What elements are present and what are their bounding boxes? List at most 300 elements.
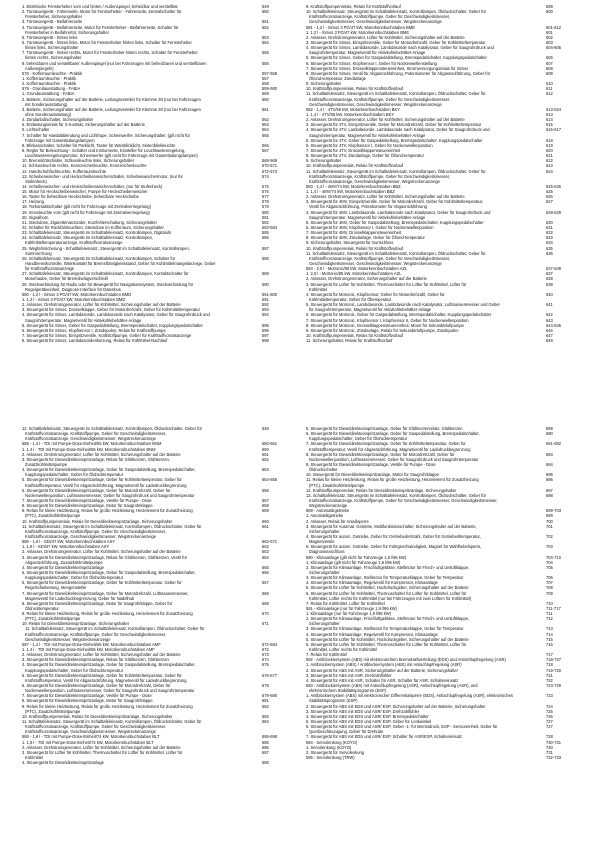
entry-page-number: 613 [546,111,553,117]
entry-page-number: 631 [546,225,553,231]
entry-title: 3. Steuergerät für ABS mit ASR, Drehzahlfühler [306,672,392,678]
entry-page-number: 596 [262,327,269,333]
entry-page-number: 708 [546,585,553,591]
entry-page-number: 635 [546,245,553,251]
entry-title: 595 - Servolenkung (TRW) [306,755,355,760]
entry-title: Kraftstofftemperatur, Ventil für Abgasrückführung, Magnetventil für Ladedruckbegrenzung [25,482,187,488]
top-right-column [306,4,582,343]
entry-page-number: 561 [262,106,269,112]
entry-title: Sicherungshalter [309,528,340,534]
entry-title: 13. Scheibenwischer- und Heckscheibenwischerschalter, Scheibenwischermotor, (nur für [22,173,183,179]
entry-title: 3. Steuergerät für Simos, Drosselklappe, Geber für Motordrehzahl, Geber für Kühlmitteltemperatur [22,307,200,313]
entry-page-number: 732-733 [546,755,562,760]
entry-title: Geschwindigkeitsmesser, Wegstreckenanzeige [25,636,111,642]
entry-title: 1. Servolenkung (KOYO) [306,744,352,750]
entry-page-number: 581 [262,214,269,220]
entry-page-number: 688 [262,760,269,766]
entry-title: 11. Schalttafeleinsatz, Steuergerät im Schalttafeleinsatz, Kontrollampen, Öldruckschalter, Geber für [306,168,486,174]
entry-page-number: 698 [546,492,553,498]
entry-title: 5. Steuergerät für Simos, Geber für Gaspedalstellung, Bremspedalschalter, Kupplungspedalschalter [306,55,487,61]
entry-page-number: 633 [546,235,553,241]
entry-page-number: 606 [546,55,553,61]
entry-title: 18. Türkontaktschalter (gilt nicht für Fahrzeuge mit Zentralverriegelung) [22,204,151,210]
entry-page-number: 601 [546,29,553,35]
entry-title: Kraftstoffvorratsanzeige, Geschwindigkeitsmesser, Wegstreckenanzeige [25,436,156,442]
entry-page-number: 730 [546,744,553,750]
entry-title: 9. Steuergerät für Dieseldirekteinspritzanlage, Ventile für Pumpe - Düse [306,461,436,467]
entry-page-number: 577 [262,194,269,200]
top-index-section [22,4,582,406]
entry-page-number: 578 [262,199,269,205]
entry-title: Kupplungspedalschalter, Geber für Öldrucktemperatur [25,472,124,478]
entry-title: Zusatzkühlmittelpumpe [25,461,68,467]
entry-title: Kraftstofftemperatur, Ventil für Abgasrückführung, Magnetventil für Ladedruckbegrenzung [309,446,471,452]
entry-page-number: 678 [262,683,269,689]
entry-page-number: 676-677 [262,672,278,678]
entry-page-number: 709 [546,590,553,596]
entry-title: Kühlmitteltemperaturanzeige, Kraftstoffvorratsanzeige [25,240,123,246]
entry-page-number: 587 [262,245,269,251]
entry-title: 12. Schalttafeleinsatz, Steuergerät im Schalttafeleinsatz, Kontrollampen, Öldruckschalter, Geber für [22,426,202,431]
entry-title: 6. Steuergerät für Dieseldirekteinspritzanlage, Geber für Kühlmitteltemperatur, Geber für [22,580,182,586]
entry-title: 2. Steuergerät für Klimaanlage, Frischluftgebläse, Stellmotor für Frisch- und Umluftklappe, [306,564,470,570]
entry-title: 21. Steckdose, Zigarettenanzünder, Kurzfehlerschaltung, Sicherungshalter [22,219,157,225]
entry-title: 2. Anlasser, Drehstromgenerator, Lüfter für Kühlmittel, Sicherungshalter auf der Batterie [22,652,181,658]
entry-title: 1. Kofferraumleuchte - Praktik [22,75,77,81]
top-left-column [22,4,298,343]
entry-page-number: 563 [262,122,269,128]
entry-title: 8. Blinkanschalter, Schalter für Parklicht, Taster für Warnblinklicht, Seitenblinkleuchte [22,142,176,148]
entry-title: Kraftstoffvorratsanzeige, Kraftstoffpumpe, Geber für Geschwindigkeitsmesser, [309,255,451,261]
entry-title: 1. 1,4 l - 4TV/55 kW, Motorkennbuchstaben BKY [306,111,395,117]
entry-title: Kraftstoffvorratsanzeige, Geschwindigkeitsmesser, Wegstreckenanzeige [25,533,156,539]
entry-title: 3. Steuergerät für Dieseldirekteinspritzanlage, Relais für Glühkerzen, Glühkerzen, Ventil für [22,554,187,560]
entry-title: elektronischem Stabilitätsprogramm (ESP) [309,688,387,694]
entry-page-number: 591 [262,297,269,303]
entry-title: 591 - Klimaanlage (nur für Fahrzeuge 1,9 l/96 kW) [306,605,398,611]
entry-title: Stufenheck) [25,178,47,184]
entry-title: 1. Elektrische Fensterheber vorn und hinten / Außenspiegel, beheizbar und verstellbar [22,4,178,9]
entry-title: 589 - Automatikgetriebe [306,508,350,514]
entry-page-number: 660 [262,518,269,524]
entry-title: 3. Batterie, Sicherungshalter auf der Batterie, Leitungsverteiler für Klemme 30 (nur bei Fahrzeugen [22,106,201,112]
entry-page-number: 668 [262,590,269,596]
entry-title: 12. Handschuhfachleuchte, Kofferraumleuchte [22,168,107,174]
entry-title: Kühlmittel [25,755,43,760]
entry-page-number: 717 [546,652,553,658]
entry-title: 9. Relais für kleine Heizleistung, Relais für große Heizleistung, Heizelement für Zusatzheizung [22,611,193,617]
entry-title: 5. Steuergerät für autom. Getriebe, Geber für Fahrgeschwindigkeit, Magnet für Wählhebelsperre, [306,544,482,550]
entry-page-number: 659 [262,508,269,514]
entry-title: 10. Kraftstoffpumpenrelais, Relais für Kraftstoffvorlauf [306,86,404,92]
entry-title: 1. Antiblockiersystem (ABS) / Antiblockiersystem (ABS) mit Antischlupfregelung (ASR) [306,662,462,668]
entry-page-number: 679-680 [262,693,278,699]
entry-page-number: 611 [546,86,553,92]
entry-title: 9. Regler für Beleuchtung - Schalter und Instrumente, Einsteller für Leuchtweitenregelung, [22,147,186,153]
entry-title: Kraftstoffvorratsanzeige, Kraftstoffpumpe, Geber für Geschwindigkeitsmesser, [309,96,451,102]
entry-title: Geschwindigkeitsmesser, Geschwindigkeitsmesser, Wegstreckenanzeige [309,19,442,25]
entry-page-number: 630 [546,219,553,225]
entry-title: 6. Lichtschalter [22,127,50,133]
entry-title: Kraftstoffvorratsanzeige, Geschwindigkeitsmesser, Wegstreckenanzeige [25,729,156,735]
entry-title: 7. Schalter für Handabblendung und Lichthupe, Scheinwerfer, Sicherungshalter, (gilt nicht für [22,132,190,138]
entry-page-number: 719-720 [546,667,562,673]
entry-page-number: 670 [262,611,269,617]
entry-title: Sicherungshalter [309,569,340,575]
entry-page-number: 597 [262,333,269,338]
entry-title: 6. Steuergerät für Dieseldirekteinspritzanlage, Geber für Gaspedalstellung, Bremspedalschalter, [306,431,480,437]
entry-page-number: 728 [546,734,553,740]
entry-page-number: 650 [262,446,269,452]
entry-title: 7. Steuergerät für 4TV, Drosselklappensteuereinheit [306,147,401,153]
entry-title: 22. Schalter für Rückfahrleuchten, Steckdose im Kofferraum, Sicherungshalter [22,225,164,231]
entry-title: 17. Heizung [22,199,44,205]
entry-title: Magnetventile [309,539,335,545]
entry-page-number: 681 [262,698,269,704]
entry-page-number: 722 [546,677,553,683]
entry-page-number: 612 [546,91,553,97]
entry-title: 3. Steuergerät für Dieseldirekteinspritzanlage, Relais für Glühkerzen, Glühkerzen [22,657,169,663]
entry-title: 4. Steuergerät für Motronic, Klopfsensor, Geber für Motordrehzahl, Geber für [306,291,445,297]
entry-page-number: 643 [546,317,553,323]
entry-title: 1. 1,9 l - TDI mit Pumpe-Düse-Einheit/74 kW, Motorkennbuchstaben BLT [22,739,154,745]
entry-page-number: 600 [546,9,553,15]
entry-page-number: 625 [546,189,553,195]
entry-title: 11. Schalttafeleinsatz, Steuergerät im Schalttafeleinsatz, Kontrollampen, Öldruckschalter, Geber für [22,523,202,529]
entry-title: 11. Schalttafeleinsatz, Steuergerät im Schalttafeleinsatz, Kontrollampen, Öldruckschalter, Geber für [306,250,486,256]
entry-title: 5. Türsteuergerät - hinten links [22,34,78,40]
entry-page-number: 693 [546,451,553,457]
entry-title: 8. Steuergerät für Motronic, Drosselklappensteuereinheit, Motor für Sekundärluftpumpe [306,322,464,328]
entry-title: Summer/Gong [25,250,52,256]
entry-title: Kraftstoffvorratsanzeige, Kraftstoffpumpe, Geber für Geschwindigkeitsmesser, [25,431,167,437]
entry-page-number: 652 [262,456,269,462]
entry-title: 16. Taster für beheizbare Heckscheibe, beheizbare Heckscheibe [22,194,139,200]
entry-page-number: 699 [546,513,553,519]
entry-page-number: 556 [262,60,269,66]
entry-title: 584 - 2,0 l - Motronic/85 kW, Motorkennbuchstaben AZL [306,266,408,272]
entry-page-number: 695 [546,472,553,478]
entry-page-number: 593 [262,307,269,313]
entry-page-number: 673 [262,652,269,658]
entry-title: 3. Steuergerät für 4MV, Einspritzventile, Geber für Motordrehzahl, Geber für Kühlmitteltemperatur, [306,199,484,205]
entry-page-number: 574 [262,173,269,179]
entry-page-number: 572-573 [262,168,278,174]
entry-page-number: 604-605 [546,45,562,51]
entry-title: 28. Steckverbindung für Radio oder für Bewegerät für Navigationssystem, Steckverbindung für [22,281,194,287]
entry-title: 7. Steuergerät für Dieseldirekteinspritzanlage, Geber für Kühlmitteltemperatur, Geber für [306,441,466,447]
entry-page-number: 705 [546,564,553,570]
index-entry [22,760,298,765]
entry-title: Kühlmittel [309,286,327,292]
entry-page-number: 637 [546,271,553,277]
entry-page-number: 726 [546,713,553,719]
entry-title: Geschwindigkeitsmesser, Geschwindigkeitsmesser, Wegstreckenanzeige [309,101,442,107]
entry-title: 6. Steuergerät für Simos, Klopfsensor I, Zündspulen, Relais für Kraftstoffpumpe [22,327,166,333]
entry-title: 582 - 1,4 l - 4TV/55 kW, Motorkennbuchstaben BKY [306,106,400,112]
entry-title: 1. Grundausstattung - FABIA [22,91,75,97]
entry-page-number: 579 [262,204,269,210]
entry-page-number: 562 [262,117,269,123]
entry-title: 2. Steuergerät für Klimaanlage, Frischluftgebläse, Stellmotor für Frisch- und Umluftklappe, [306,616,470,622]
entry-title: 3. Steuergerät für Lüfter für Kühlmittel, Thermoschalter für Lüfter für Kühlmittel, Lüfter für [22,749,183,755]
entry-page-number: 554 [262,39,269,45]
entry-title: Wegstreckenanzeige [309,503,348,509]
entry-page-number: 585 [262,230,269,236]
entry-page-number: 665 [262,564,269,570]
entry-title: 6. Steuergerät für Dieseldirekteinspritzanlage, Geber für Motordrehzahl, Geber für [22,487,171,493]
entry-title: 2. Anlasser, Relais für Anlaßsperre [306,518,369,524]
entry-page-number: 575 [262,183,269,189]
entry-title: 594 - Servolenkung (KOYO) [306,739,358,745]
entry-title: 5. Steuergerät für Lüfter für Kühlmittel, Hochdruckgeber, Sicherungshalter auf der Batterie [306,585,469,591]
entry-title: 11. Schalttafeleinsatz, Steuergerät im Schalttafeleinsatz, Kontrollampen, Öldruckschalter, Geber für [306,91,486,97]
entry-title: 586 - 1,9 l - SDI/47 kW, Motorkennbuchstaben ASY [22,539,116,545]
entry-title: 3. Steuergerät für Klimaanlage, Stellmotor für Temperaturklappe, Geber für Temperatur [306,626,464,632]
entry-title: 14. Scheibenwischer- und Heckscheibenwischerschalter, (nur für Stufenheck) [22,183,163,189]
entry-title: Saugrohrtemperatur, Magnetventil für Aktivkohlebehälter-Anlage [25,317,142,323]
entry-page-number: 711-717 [546,605,561,611]
entry-page-number: 648 [546,338,553,344]
entry-page-number: 610 [546,81,553,87]
entry-title: 2. Anlasser, Drehstromgenerator, Lüfter für Kühlmittel, Sicherungshalter auf der Batterie [306,117,465,123]
entry-title: Diagnoseanschluss [309,549,345,555]
entry-title: 23. Schalttafeleinsatz, Steuergerät im Schalttafeleinsatz, Kontrollampen, Digitaluhr [22,230,172,236]
entry-page-number: 621 [546,153,553,159]
entry-page-number: 559 [262,91,269,97]
entry-title: 6. Steuergerät für 4MV, Klopfsensor I, Geber für Nockenwellenposition [306,225,434,231]
entry-title: 1. 1,2 l - Simos 3 PG/47 kW, Motorkennbuchstaben BMD [22,297,126,303]
entry-page-number: 623 [546,163,553,169]
entry-page-number: 592 [262,302,269,308]
entry-page-number: 704-710 [546,554,562,560]
entry-page-number: 636 [546,250,553,256]
entry-title: 7. Steuergerät für Motronic, Klopfsensor I, Klopfsensor II, Geber für Nockenwellenposition [306,317,469,323]
entry-title: 7. Steuergerät für ABS mit EDS und ASR/ ESP, Schalter für ASR/ESP, Schaltereinsatz [306,734,462,740]
entry-title: (PTC), Zusatzkühlmittelpumpe [309,482,365,488]
entry-page-number: 657 [262,497,269,503]
entry-title: 8. Steuergerät für Dieseldirekteinspritzanlage, Motor für Saugrohrklappe [22,503,153,509]
entry-title: 9. Sicherungshalter, Steuergerät für Gurtschloss [306,240,394,246]
entry-title: 583 - 1,4 l - 4MV/74 kW, Motorkennbuchstaben BBZ [306,183,401,189]
entry-title: Öldrucktemperatur [25,605,59,611]
entry-page-number: 550 [262,9,269,15]
entry-page-number: 682 [262,703,269,709]
entry-title: 4. Steuergerät für autom. Getriebe, Geber für Getriebedrehzahl, Geber für Getriebeöltemperatur, [306,533,481,539]
entry-title: Motorhaube, Geber für Bremsbelagverschleiß [25,276,109,282]
entry-page-number: 727 [546,719,553,725]
entry-page-number: 702 [546,533,553,539]
entry-title: 1. 1,4 l - 4MV/74 kW, Motorkennbuchstaben BBZ [306,189,395,195]
entry-title: 6. Steuergerät für Simos, Klopfsensor I, Geber für Nockenwellenstellung [306,60,437,66]
entry-title: 3. Steuergerät für Dieseldirekteinspritzanlage, Relais für Glühkerzen, Glühkerzen, [22,456,170,462]
entry-page-number: 658 [262,503,269,509]
entry-page-number: 620 [546,147,553,153]
entry-page-number: 624 [546,168,553,174]
entry-page-number: 672-684 [262,641,278,647]
entry-page-number: 638 [546,276,553,282]
entry-title: 4. Zündanlaßschalter, Sicherungshalter [22,117,94,123]
entry-title: 580 - 1,2 l - Simos 3 PG/47 kW, Motorkennbuchstaben BMD [22,291,132,297]
entry-title: Querbeschleunigung, Geber für Drehrate [309,729,384,735]
entry-title: 2. Steuergerät für ABS mit EDS und ASR/ ESP, Sicherungshalter auf der Batterie, Sicherungshalter [306,703,486,709]
entry-page-number: 691-692 [546,441,562,447]
entry-page-number: 725 [546,708,553,714]
entry-page-number: 703 [546,544,553,550]
entry-title: 10. Kraftstoffpumpenrelais, Relais für Kraftstoffvorlauf [306,333,404,338]
entry-page-number: 625-636 [546,183,562,189]
entry-page-number: 713 [546,626,553,632]
entry-title: 3. Steuergerät für ABS mit EDS und ASR/ ESP, Drehzahlfühler [306,708,420,714]
index-entry [22,338,298,343]
entry-title: 19. Innenleuchte vorn (gilt nicht für Fahrzeuge mit Zentralverriegelung) [22,209,150,215]
entry-page-number: 619 [546,142,553,148]
entry-page-number: 634 [546,240,553,246]
entry-title: Kühlmittel, Lüfter rechts für Kühlmittel (nur bei Fahrzeugen mit zwei Lüftern für Kühlmittel) [309,595,472,601]
entry-title: 8. beheizbarer und verstellbarer Außenspiegel (nur bei Fahrzeugen mit beheizbaren und verstellbaren [22,60,207,66]
entry-page-number: 727 [546,724,553,730]
entry-page-number: 701 [546,523,553,529]
entry-page-number: 730-731 [546,739,562,745]
entry-page-number: 595 [262,322,269,328]
entry-page-number: 566 [262,142,269,148]
entry-title: 4. Steuergerät für Klimaanlage, Regelventil für Kompressor, Klimaanlage [306,631,438,637]
entry-title: 592 - Antiblockiersystem (ABS) mit elektronischem Bremskraftverteilung (EDS) und Antischlupfregelung (ASR) [306,657,506,663]
entry-page-number: 653 [262,467,269,473]
entry-title: Kraftstoffvorratsanzeige, Kraftstoffpumpe, Geber für Geschwindigkeitsmesser, [25,528,167,534]
entry-title: 4. Steuergerät für ABS mit EDS und ASR/ ESP, Bremspedalschalter [306,713,429,719]
entry-page-number: 694 [546,461,553,467]
entry-title: Handbremskontrolle, Warnkontakt für Bremsflüssigkeitsstand, Geber für Kühlmittelmangelanzeige, Geber [25,261,216,267]
bottom-index-section [22,426,582,828]
entry-page-number: 580 [262,209,269,215]
entry-title: mit Sonderausstattung) [25,101,68,107]
entry-page-number: 672 [262,647,269,653]
entry-title: Fahrzeuge mit Gasentladungslampen) [25,137,95,143]
entry-title: 2. Anlasser, Drehstromgenerator, Lüfter für Kühlmittel, Sicherungshalter auf der Batterie [22,451,181,457]
entry-title: 8. Steuergerät für Dieseldirekteinspritzanlage, Motor für Saugrohrklappe, Geber für [22,600,173,606]
entry-title: 10. Steuergerät für Dieseldirekteinspritzanlage, Motor für Saugrohrklappe [306,472,439,478]
entry-page-number: 560 [262,96,269,102]
entry-page-number: 552 [262,24,269,30]
entry-title: 5. Steuergerät für 4TV, Geber für Gaspedalstellung, Bremspedalschalter, Kupplungspedalschalter [306,137,483,143]
entry-title: (PTC), Zusatzkühlmittelpumpe [25,708,81,714]
entry-page-number: 639 [546,281,553,287]
entry-title: Kraftstofftemperatur, Ventil für Abgasrückführung, Magnetventil für Ladedruckbegrenzung [25,677,187,683]
entry-page-number: 557-558 [262,70,278,76]
entry-title: Außenspiegeln) [25,65,54,71]
entry-page-number: 666 [262,569,269,575]
entry-title: 3. Steuergerät für Automat. Getriebe, Multifunktionsschalter, Sicherungshalter auf der Batterie, [306,523,477,529]
entry-page-number: 603 [546,39,553,45]
entry-page-number: 627 [546,199,553,205]
entry-page-number: 723-729 [546,683,562,689]
entry-page-number: 622 [546,158,553,164]
entry-title: 11. Sicherungshalter, Relais für Kraftstoffvorlauf [306,338,393,344]
entry-page-number: 711 [546,611,553,617]
entry-page-number: 700 [546,518,553,524]
entry-page-number: 553 [262,34,269,40]
entry-page-number: 613-624 [546,106,562,112]
entry-title: Nockenwellenposition, Luftmassenmesser, Geber für Saugrohrdruck und Saugrohrtemperatur [25,688,195,694]
entry-title: 27. Schalttafeleinsatz, Steuergerät im Schalttafeleinsatz, Kontrollampen, Kontaktschalter für [22,271,189,277]
entry-title: 4. Steuergerät für Dieseldirekteinspritzanlage, Geber für Gaspedalstellung, Bremspedalschalter, [22,662,196,668]
entry-title: Kühlmittel, Lüfter rechts für Kühlmittel [309,647,378,653]
entry-title: Sicherungshalter [309,621,340,627]
entry-title: Kraftstoffvorratsanzeige, Kraftstoffpumpe, Geber für Geschwindigkeitsmesser, [25,724,167,730]
entry-page-number: 576 [262,189,269,195]
entry-title: Nockenwellenposition, Luftmassenmesser, Geber für Saugrohrdruck und Saugrohrtemperatur [25,492,195,498]
entry-page-number: 663 [262,549,269,555]
entry-page-number: 642 [546,312,553,318]
entry-title: 2. Anlasser, Drehstromgenerator, Lüfter für Kühlmittel, Sicherungshalter auf der Batterie [306,194,465,200]
entry-title: 4. Steuergerät für Dieseldirekteinspritzanlage [22,564,104,570]
entry-title: 7. Steuergerät für Dieseldirekteinspritzanlage, Ventile für Pumpe - Düse [22,693,152,699]
entry-page-number: 614 [546,117,553,123]
entry-title: 588 - 1,9 l - TDI mit Pumpe-Düse-Einheit/74 kW, Motorkennbuchstaben BLT [22,734,160,740]
entry-page-number: 669 [262,600,269,606]
entry-title: 2. Steuergerät für ABS mit ASR, Sicherungshalter auf der Batterie, Sicherungshalter [306,667,459,673]
entry-page-number: 590 [262,281,269,287]
entry-page-number: 586 [262,235,269,241]
entry-title: 581 - 1,2 l - Simos 3 PG/47 kW, Motorkennbuchstaben BME [306,24,415,30]
entry-title: 6. Steuergerät für ABS mit EDS und ASR/ ESP, Geber -1- für Bremsdruck, ESP - Sensoreinheit, Geber für [306,724,498,730]
entry-title: 10. Schalttafeleinsatz, Steuergerät im Schalttafeleinsatz, Kontrollampen, Öldruckschalter, Geber für [306,9,486,15]
entry-title: 7. Steuergerät für Dieseldirekteinspritzanlage, Ventile für Pumpe - Düse [22,497,152,503]
entry-title: hinten rechts, Sicherungshalter [25,55,82,61]
entry-title: 6. Steuergerät für Lüfter für Kühlmittel, Thermoschalter für Lüfter für Kühlmittel, Lüfter für [306,641,467,647]
entry-title: 2. Steuergerät für Servolenkung [306,749,365,755]
entry-page-number: 641 [546,302,553,308]
entry-page-number: 583-584 [262,225,278,231]
entry-title: Fensterheber, Sicherungshalter [25,14,83,20]
entry-title: 11. Schalttafeleinsatz, Steuergerät im Schalttafeleinsatz, Kontrollampen, Öldruckschalter, Geber für [22,719,202,725]
entry-title: 4. Steuergerät für Simos, Lambdasonde, Lambdasonde nach Katalysator, Geber für Saugrohrdruck und [306,45,494,51]
entry-title: 9. Sicherungshalter [306,158,342,164]
entry-title: 2. Anlasser, Drehstromgenerator, Lüfter für Kühlmittel, Sicherungshalter auf der Batterie [22,744,181,750]
entry-title: 1. 1,2 l - Simos 3 PG/47 kW, Motorkennbuchstaben BME [306,29,410,35]
entry-title: 5. Steuergerät für Dieseldirekteinspritzanlage, Geber für Kühlmitteltemperatur, Geber für [22,477,182,483]
entry-page-number: 718-727 [546,657,562,663]
entry-title: 6. Steuergerät für Lüfter für Kühlmittel, Thermoschalter für Lüfter für Kühlmittel, Lüfter für [306,590,467,596]
entry-page-number: 684 [262,719,269,725]
entry-page-number: 697 [546,487,553,493]
entry-title: für Saugrohrtemperatur, Magnetventil für Aktivkohlebehälter-Anlage [309,307,432,313]
entry-title: 5. Entlastungsrelais für X-Kontakt, Sicherungshalter auf der Batterie [22,122,145,128]
entry-title: 10. Kraftstoffpumpenrelais, Relais für Dieseldirekteinspritzanlage, Sicherungshalter [22,713,173,719]
entry-title: Magnetventil für Ladedruckbegrenzung, Geber für Nadelhub [25,595,135,601]
entry-page-number: 685-698 [262,734,278,740]
entry-title: 5. Steuergerät für Dieseldirekteinspritzanlage, Geber für Glühkerzenrelais, Glühkerzen [306,426,463,431]
entry-title: Geschwindigkeitsmesser, Geschwindigkeitsmesser, Wegstreckenanzeige [309,261,442,267]
entry-title: 11. Schlussleuchte rechts, Kennzeichenleuchte, Kennzeichenleuchte [22,163,147,169]
entry-title: 5. Steuergerät für Simos, Geber für Gaspedalstellung, Bremspedalschalter, Kupplungspedalschalter [22,322,203,328]
entry-page-number: 637-649 [546,266,562,272]
entry-title: Saugrohrtemperatur, Magnetventil für Aktivkohlebehälter-Anlage [309,50,426,56]
entry-title: 9. Steuergerät für Motronic, Zündanlage, Relais für Sekundärluftpumpe, Zündspulen [306,327,459,333]
entry-title: 8. Steuergerät für Dieseldirekteinspritzanlage, Geber für Motordrehzahl, Geber für [306,451,455,457]
entry-title: Nockenwellenposition, Luftmassenmesser, Geber für Saugrohrdruck und Saugrohrtemperatur [309,456,479,462]
entry-page-number: 674 [262,657,269,663]
entry-page-number: 662 [262,544,269,550]
entry-page-number: 549 [262,4,269,9]
entry-title: 2. Anlasser, Drehstromgenerator, Lüfter für Kühlmittel, Sicherungshalter auf der Batterie [22,302,181,308]
entry-page-number: 667 [262,580,269,586]
entry-title: Regelgeräteeinheit, Diagnose-Interface für Datenbus [25,286,121,292]
entry-title: Kupplungspedalschalter, Geber für Öldrucktemperatur [25,667,124,673]
entry-title: 4. Steuergerät für ABS mit ASR, Schalter für ASR, Schalter für ASR, Schaltereinsatz [306,677,459,683]
entry-title: 2. Anlasser, Drehstromgenerator, Lüfter für Kühlmittel, Sicherungshalter auf der Batterie [306,34,465,40]
